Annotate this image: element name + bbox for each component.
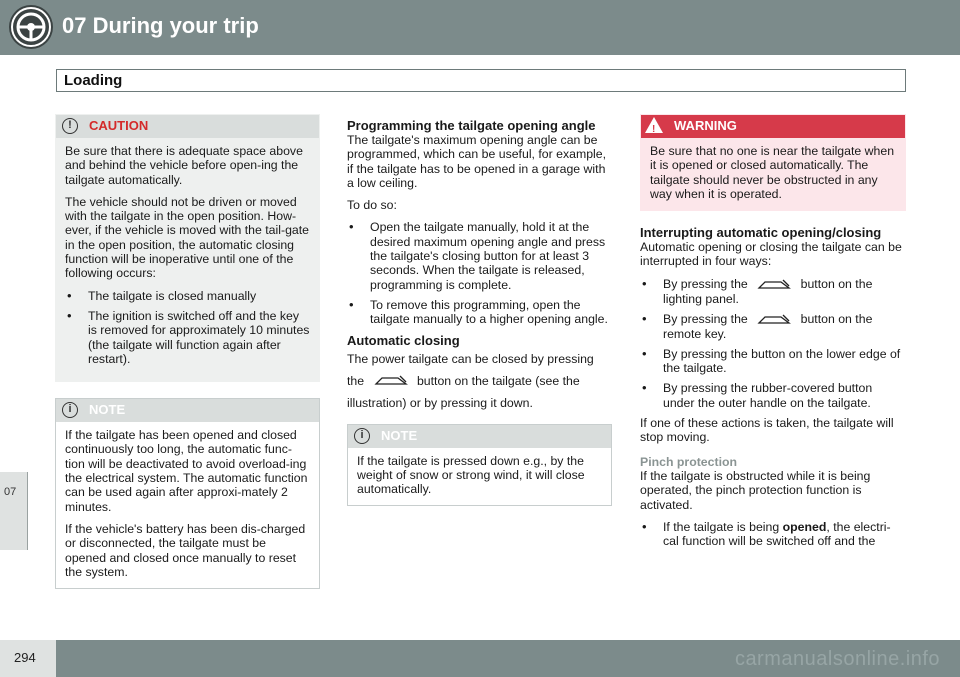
list-item bbox=[640, 520, 906, 549]
note-label: NOTE bbox=[381, 427, 418, 443]
programming-bullet-list bbox=[347, 220, 612, 326]
list-item: • To remove this programming, open the tailgate manually to a higher opening angle. bbox=[347, 298, 612, 327]
auto-closing-text-a: The power tailgate can be closed by pressing the bbox=[347, 351, 594, 388]
note-box-1 bbox=[55, 398, 320, 589]
caution-box bbox=[55, 114, 320, 382]
chapter-tab bbox=[0, 472, 28, 550]
auto-closing-text-b: button on the tailgate (see the illustration) or by pressing it down. bbox=[347, 373, 580, 410]
pinch-b1-pre: If the tailgate is being bbox=[663, 519, 780, 534]
info-icon: i bbox=[62, 402, 78, 418]
note-paragraph-1: If the tailgate is pressed down e.g., by the weight of snow or strong wind, it will close automatically. bbox=[357, 453, 585, 497]
list-item: • By pressing the button on the lower edge of the tailgate. bbox=[640, 347, 906, 376]
caution-header bbox=[56, 115, 319, 138]
note-box-2 bbox=[347, 424, 612, 507]
caution-label: CAUTION bbox=[89, 118, 149, 133]
warning-box bbox=[640, 114, 906, 211]
pinch-b1-bold: opened bbox=[782, 519, 827, 534]
info-icon: i bbox=[354, 428, 370, 444]
page-number: 294 bbox=[14, 650, 36, 665]
list-item: • By pressing the rubber-covered button under the outer handle on the tailgate. bbox=[640, 381, 906, 410]
list-item: • The ignition is switched off and the key is removed for approximately 10 minutes (the tailgate will function again after restart). bbox=[65, 309, 310, 366]
pinch-intro: If the tailgate is obstructed while it is being operated, the pinch protection function is activated. bbox=[640, 468, 871, 512]
interrupt-b2-post: button on the remote key. bbox=[663, 311, 873, 341]
note-paragraph-2: If the vehicle's battery has been dis-charged or disconnected, the tailgate must be opened and closed once manually to reset the system. bbox=[65, 521, 306, 579]
interrupt-b1-post: button on the lighting panel. bbox=[663, 276, 873, 306]
section-title: Loading bbox=[64, 72, 123, 89]
caution-icon: ! bbox=[62, 118, 78, 134]
list-item bbox=[640, 312, 906, 341]
tailgate-close-icon bbox=[374, 374, 408, 388]
interrupt-b1-pre: By pressing the bbox=[663, 276, 748, 291]
note-body bbox=[56, 422, 319, 588]
programming-intro: The tailgate's maximum opening angle can be programmed, which can be useful, for example, if the tailgate has to be opened in a garage with a low ceiling. bbox=[347, 133, 607, 190]
warning-body bbox=[641, 138, 905, 210]
programming-heading: Programming the tailgate opening angle bbox=[347, 118, 596, 133]
chapter-header-bar bbox=[0, 0, 960, 55]
note-label: NOTE bbox=[89, 402, 126, 418]
section-title-bar bbox=[56, 69, 906, 92]
caution-bullet-list bbox=[65, 289, 310, 366]
tailgate-button-icon bbox=[757, 278, 791, 292]
auto-closing-heading: Automatic closing bbox=[347, 332, 460, 348]
note-header bbox=[348, 425, 611, 448]
list-item bbox=[640, 277, 906, 306]
auto-closing-text bbox=[347, 348, 612, 414]
column-2 bbox=[347, 114, 612, 506]
interrupt-b2-pre: By pressing the bbox=[663, 311, 748, 326]
note-header bbox=[56, 399, 319, 422]
watermark: carmanualsonline.info bbox=[734, 648, 940, 670]
list-item: • The tailgate is closed manually bbox=[65, 289, 310, 303]
chapter-tab-label: 07 bbox=[4, 486, 17, 498]
pinch-heading: Pinch protection bbox=[640, 454, 738, 469]
tailgate-button-icon bbox=[757, 313, 791, 327]
column-1 bbox=[55, 114, 320, 589]
warning-header bbox=[641, 115, 905, 138]
note-paragraph-1: If the tailgate has been opened and closed continuously too long, the automatic func-tion will be deactivated to avoid overload-ing the electrical system. The automatic function can be used again after approxi-mately 2 minutes. bbox=[65, 428, 308, 514]
caution-paragraph-1: Be sure that there is adequate space above and behind the vehicle before open-ing the tailgate automatically. bbox=[65, 144, 303, 187]
chapter-title: 07 During your trip bbox=[62, 13, 259, 38]
pinch-bullet-list bbox=[640, 520, 906, 549]
warning-exclamation-icon: ! bbox=[652, 124, 656, 135]
interrupting-heading: Interrupting automatic opening/closing bbox=[640, 225, 882, 241]
pinch-b1-post: , the electri-cal function will be switched off and the bbox=[663, 519, 891, 549]
column-3 bbox=[640, 114, 906, 554]
programming-todo: To do so: bbox=[347, 198, 397, 213]
interrupting-after: If one of these actions is taken, the tailgate will stop moving. bbox=[640, 416, 894, 445]
warning-label: WARNING bbox=[674, 118, 737, 133]
interrupting-bullet-list bbox=[640, 277, 906, 410]
steering-wheel-icon bbox=[9, 5, 53, 49]
list-item: • Open the tailgate manually, hold it at the desired maximum opening angle and press the tailgate's closing button for at least 3 seconds. When the tailgate is released, programming is complete. bbox=[347, 220, 612, 291]
note-body bbox=[348, 448, 611, 506]
page-number-box bbox=[0, 640, 56, 677]
caution-body bbox=[56, 138, 319, 381]
interrupting-intro: Automatic opening or closing the tailgate can be interrupted in four ways: bbox=[640, 240, 902, 269]
left-margin bbox=[0, 55, 56, 640]
warning-paragraph-1: Be sure that no one is near the tailgate when it is opened or closed automatically. The tailgate should never be obstructed in any way when it is operated. bbox=[650, 144, 895, 201]
caution-paragraph-2: The vehicle should not be driven or moved with the tailgate in the open position. How-ever, if the vehicle is moved with the tail-gate in the open position, the automatic closing function will be inoperative until one of the following occurs: bbox=[65, 194, 310, 281]
